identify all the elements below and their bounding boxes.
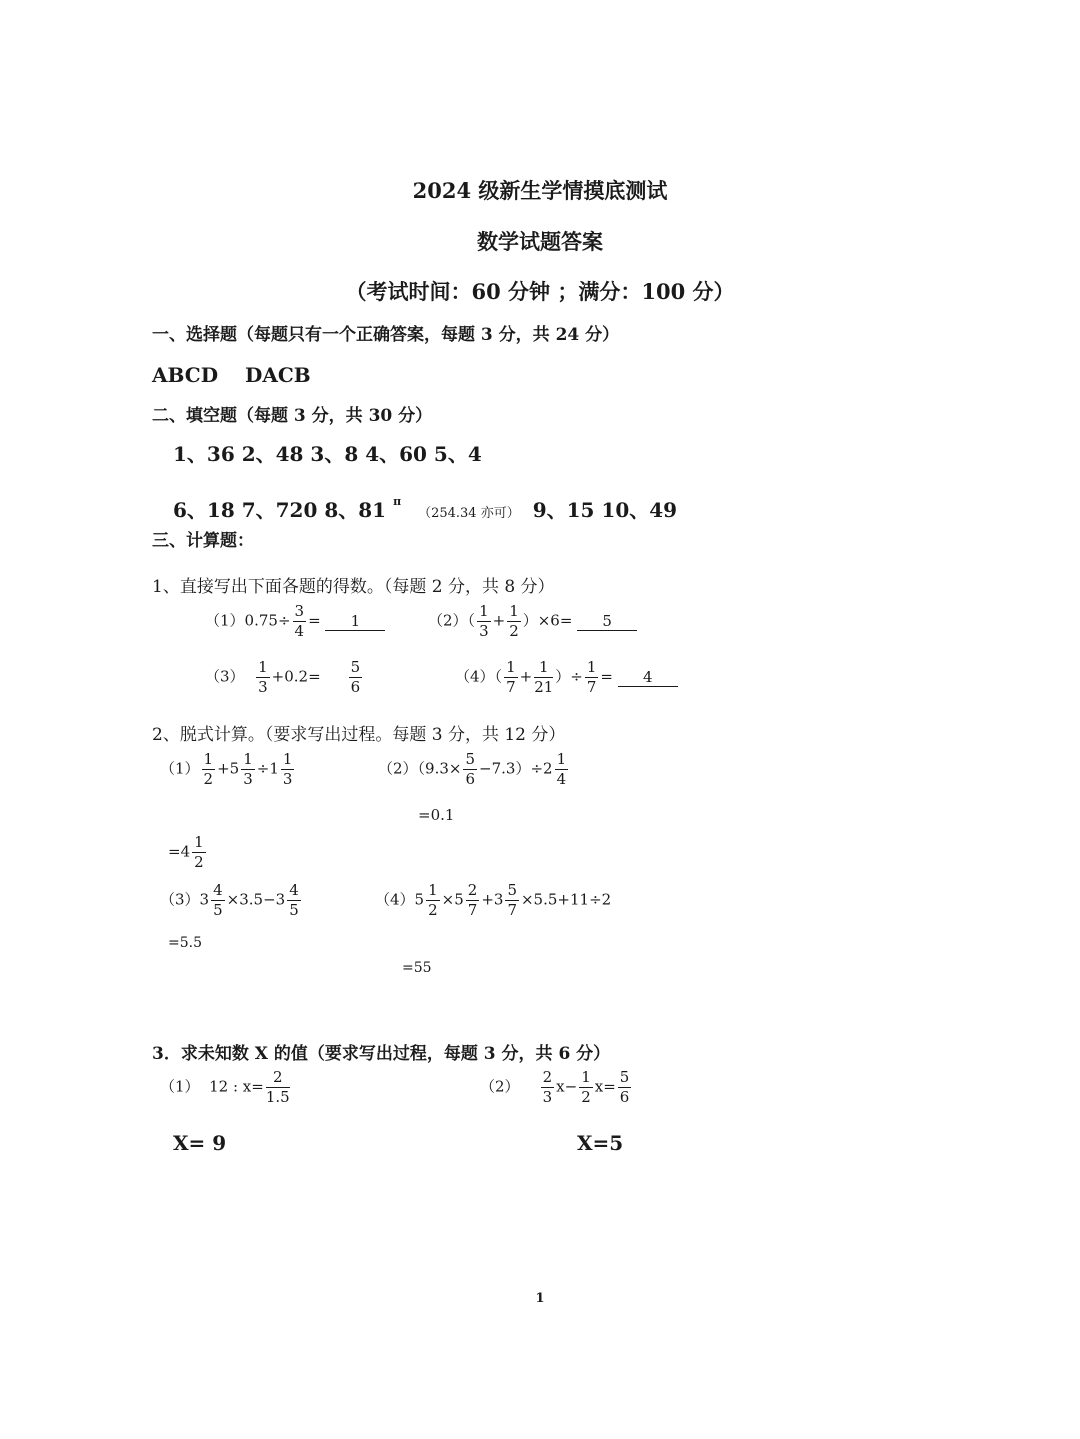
q2-problem-4: （4）5 $\frac{1}{2}$ ×5 $\frac{2}{7}$ +3 $\frac{5}{7}$ ×5.5+11÷2 xyxy=(375,881,612,919)
fraction: $\frac{2}{7}$ xyxy=(467,881,478,919)
fraction: $\frac{1}{3}$ xyxy=(243,750,253,788)
fraction: $\frac{1}{21}$ xyxy=(534,658,554,696)
fraction: $\frac{5}{6}$ xyxy=(350,658,361,696)
q3p2-answer: X=5 xyxy=(577,1131,624,1155)
q1p2-answer: 5 xyxy=(577,612,637,631)
q2p2-answer: =0.1 xyxy=(418,806,455,824)
q2p1-answer: =4 $\frac{1}{2}$ xyxy=(168,833,204,871)
fraction: $\frac{2}{3}$ xyxy=(542,1068,553,1106)
q3-problem-1: （1） 12 : x= $\frac{2}{1.5}$ xyxy=(160,1068,290,1106)
q1-problem-3: （3） $\frac{1}{3}$ +0.2= $\frac{5}{6}$ xyxy=(205,660,385,695)
q1-problem-1: （1）0.75÷ $\frac{3}{4}$ = 1 xyxy=(205,604,385,639)
q3-heading: 3．求未知数 X 的值（要求写出过程，每题 3 分，共 6 分） xyxy=(152,1044,611,1064)
fraction: $\frac{1}{7}$ xyxy=(586,658,597,696)
q2p4-answer: =55 xyxy=(402,960,432,976)
fraction: $\frac{1}{2}$ xyxy=(509,602,519,640)
fraction: $\frac{1}{4}$ xyxy=(556,750,567,788)
fraction: $\frac{1}{2}$ xyxy=(203,750,214,788)
section3-heading: 三、计算题： xyxy=(152,531,254,551)
q2-heading: 2、脱式计算。（要求写出过程。每题 3 分，共 12 分） xyxy=(152,725,566,745)
q1-heading: 1、直接写出下面各题的得数。（每题 2 分，共 8 分） xyxy=(152,577,555,597)
fraction: $\frac{5}{7}$ xyxy=(507,881,517,919)
fraction: $\frac{5}{6}$ xyxy=(465,750,476,788)
q1p4-answer: 4 xyxy=(618,668,678,687)
section2-line2 xyxy=(173,494,677,523)
q2-problem-1: （1） $\frac{1}{2}$ +5 $\frac{1}{3}$ ÷1 $\frac{1}{3}$ xyxy=(160,750,293,788)
fraction: $\frac{4}{5}$ xyxy=(213,881,223,919)
exam-info: （考试时间：60 分钟 ；满分：100 分） xyxy=(345,279,735,304)
section1-answers: ABCD DACB xyxy=(152,363,311,387)
page-number: 1 xyxy=(535,1291,545,1306)
section2-line2-part-a: 6、18 7、720 8、81 xyxy=(173,498,387,522)
fraction: $\frac{1}{3}$ xyxy=(258,658,268,696)
exam-subtitle: 数学试题答案 xyxy=(477,229,603,254)
pi-symbol: π xyxy=(393,495,402,508)
fraction: $\frac{5}{6}$ xyxy=(619,1068,630,1106)
q1-problem-4: （4）（ $\frac{1}{7}$ + $\frac{1}{21}$ ）÷ $\frac{1}{7}$ = 4 xyxy=(455,660,678,695)
section1-heading: 一、选择题（每题只有一个正确答案，每题 3 分，共 24 分） xyxy=(152,325,620,345)
q1p1-answer: 1 xyxy=(325,612,385,631)
q3p1-answer: X= 9 xyxy=(173,1131,227,1155)
q1-problem-2: （2）（ $\frac{1}{3}$ + $\frac{1}{2}$ ）×6= 5 xyxy=(428,604,637,639)
fraction: $\frac{1}{3}$ xyxy=(479,602,489,640)
section2-line1: 1、36 2、48 3、8 4、60 5、4 xyxy=(173,442,482,466)
q2-problem-3: （3）3 $\frac{4}{5}$ ×3.5−3 $\frac{4}{5}$ xyxy=(160,881,299,919)
q3-problem-2: （2） $\frac{2}{3}$ x− $\frac{1}{2}$ x= $\frac{5}{6}$ xyxy=(480,1068,630,1106)
fraction: $\frac{3}{4}$ xyxy=(294,602,305,640)
exam-title: 2024 级新生学情摸底测试 xyxy=(412,178,668,203)
section2-heading: 二、填空题（每题 3 分，共 30 分） xyxy=(152,406,433,426)
section2-line2-part-b: 9、15 10、49 xyxy=(532,498,678,522)
q2-problem-2: （2）（9.3× $\frac{5}{6}$ −7.3）÷2 $\frac{1}{4}$ xyxy=(378,750,567,788)
q2p3-answer: =5.5 xyxy=(168,935,202,951)
fraction: $\frac{1}{2}$ xyxy=(194,833,204,871)
fraction: $\frac{4}{5}$ xyxy=(289,881,299,919)
fraction: $\frac{1}{7}$ xyxy=(506,658,516,696)
q1p1-pre: 0.75÷ xyxy=(244,611,291,630)
fraction: $\frac{1}{2}$ xyxy=(581,1068,591,1106)
fraction: $\frac{1}{2}$ xyxy=(428,881,438,919)
fraction: $\frac{2}{1.5}$ xyxy=(265,1068,290,1106)
fraction: $\frac{1}{3}$ xyxy=(282,750,293,788)
section2-note: （254.34 亦可） xyxy=(418,506,520,521)
q1p3-answer xyxy=(325,660,385,695)
q1p1-label: （1） xyxy=(205,611,245,630)
